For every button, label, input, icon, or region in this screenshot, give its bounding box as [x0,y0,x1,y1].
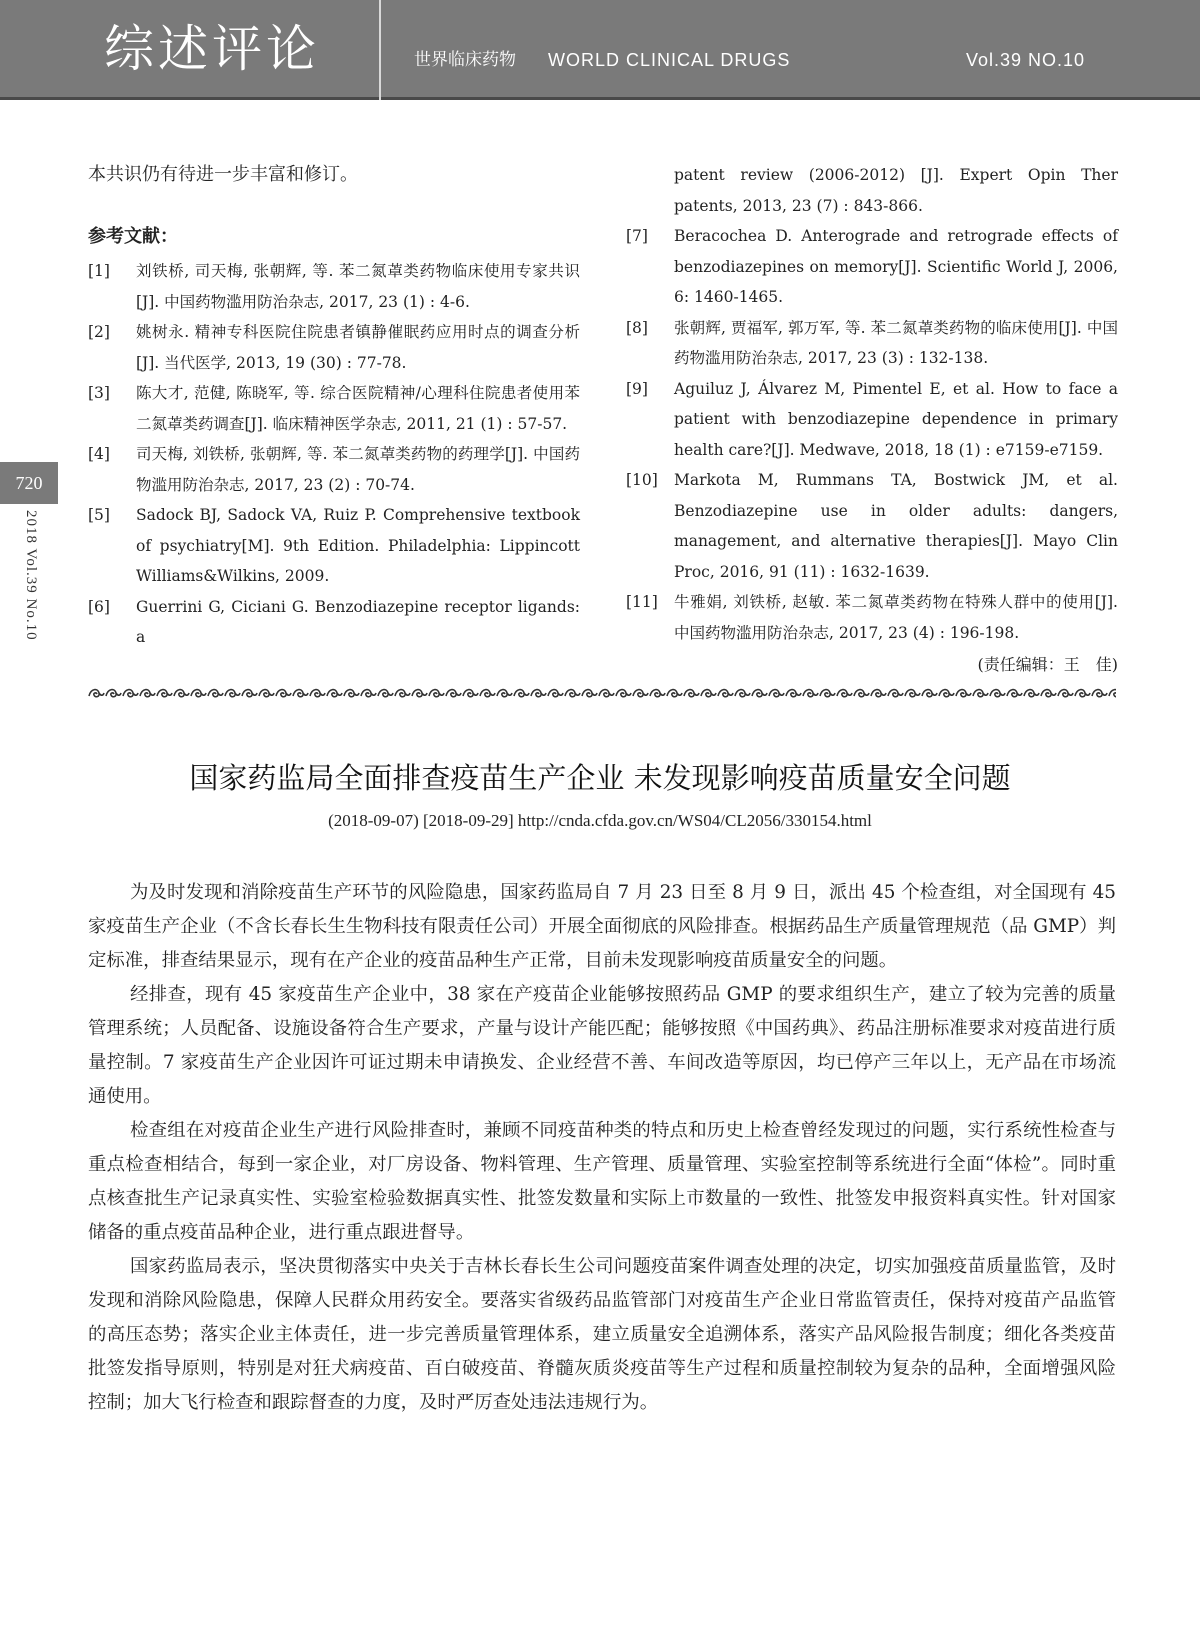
reference-number: [7] [626,227,648,245]
references-section [88,160,1118,674]
reference-item [626,374,1118,466]
reference-text: 陈大才, 范健, 陈晓军, 等. 综合医院精神/心理科住院患者使用苯二氮䓬类药调查[J]. 临床精神医学杂志, 2011, 21 (1) : 57-57. [136,384,580,433]
article-paragraph: 经排查，现有 45 家疫苗生产企业中，38 家在产疫苗企业能够按照药品 GMP 的要求组织生产，建立了较为完善的质量管理系统；人员配备、设施设备符合生产要求，产量与设计产能匹配；能够按照《中国药典》、药品注册标准要求对疫苗进行质量控制。7 家疫苗生产企业因许可证过期未申请换发、企业经营不善、车间改造等原因，均已停产三年以上，无产品在市场流通使用。 [88,984,1116,1107]
references-left-column [88,160,580,653]
reference-continuation: patent review (2006-2012) [J]. Expert Opin Ther patents, 2013, 23 (7) : 843-866. [674,166,1118,215]
lead-text: 本共识仍有待进一步丰富和修订。 [88,164,358,185]
reference-number: [10] [626,471,658,489]
reference-number: [1] [88,262,110,280]
reference-item [88,317,580,378]
article-paragraph: 国家药监局表示，坚决贯彻落实中央关于吉林长春长生公司问题疫苗案件调查处理的决定，切实加强疫苗质量监管，及时发现和消除风险隐患，保障人民群众用药安全。要落实省级药品监管部门对疫苗生产企业日常监管责任，保持对疫苗产品监管的高压态势；落实企业主体责任，进一步完善质量管理体系，建立质量安全追溯体系，落实产品风险报告制度；细化各类疫苗批签发指导原则，特别是对狂犬病疫苗、百白破疫苗、脊髓灰质炎疫苗等生产过程和质量控制较为复杂的品种，全面增强风险控制；加大飞行检查和跟踪督查的力度，及时严厉查处违法违规行为。 [88,1256,1116,1413]
article-paragraph: 为及时发现和消除疫苗生产环节的风险隐患，国家药监局自 7 月 23 日至 8 月 9 日，派出 45 个检查组，对全国现有 45 家疫苗生产企业（不含长春长生生物科技有限责任公司）开展全面彻底的风险排查。根据药品生产质量管理规范（品 GMP）判定标准，排查结果显示，现有在产企业的疫苗品种生产正常，目前未发现影响疫苗质量安全的问题。 [88,882,1116,971]
journal-name-en: WORLD CLINICAL DRUGS [548,50,791,70]
reference-text: Guerrini G, Ciciani G. Benzodiazepine receptor ligands: a [136,597,580,646]
reference-item [626,587,1118,648]
reference-text: Sadock BJ, Sadock VA, Ruiz P. Comprehensive textbook of psychiatry[M]. 9th Edition. Philadelphia: Lippincott Williams&Wilkins, 2009. [136,506,580,585]
reference-number: [4] [88,445,110,463]
reference-text: 张朝辉, 贾福军, 郭万军, 等. 苯二氮䓬类药物的临床使用[J]. 中国药物滥用防治杂志, 2017, 23 (3) : 132-138. [674,318,1118,367]
reference-number: [8] [626,318,648,337]
reference-item [88,592,580,653]
journal-name-cn: 世界临床药物 [414,50,516,70]
article-body [88,876,1116,1420]
header-divider [379,0,381,100]
reference-text: 牛雅娟, 刘铁桥, 赵敏. 苯二氮䓬类药物在特殊人群中的使用[J]. 中国药物滥用防治杂志, 2017, 23 (4) : 196-198. [674,593,1118,642]
article-title: 国家药监局全面排查疫苗生产企业 未发现影响疫苗质量安全问题 [189,761,1011,795]
page-number-tab: 720 [0,462,58,504]
reference-number: [9] [626,379,648,398]
reference-number: [6] [88,597,110,616]
page-header [0,0,1200,100]
reference-item [88,256,580,317]
reference-text: Markota M, Rummans TA, Bostwick JM, et al. Benzodiazepine use in older adults: dangers, management, and alternative therapies[J]. Mayo Clin Proc, 2016, 91 (11) : 1632-1639. [674,471,1118,581]
reference-number: [2] [88,323,110,341]
reference-text: Beracochea D. Anterograde and retrograde effects of benzodiazepines on memory[J]. Scientific World J, 2006, 6: 1460-1465. [674,227,1118,306]
reference-item [88,500,580,592]
section-title: 综述评论 [104,20,320,78]
reference-text: 刘铁桥, 司天梅, 张朝辉, 等. 苯二氮䓬类药物临床使用专家共识[J]. 中国药物滥用防治杂志, 2017, 23 (1) : 4-6. [136,262,580,311]
reference-item [626,313,1118,374]
reference-number: [3] [88,384,110,402]
reference-text: Aguiluz J, Álvarez M, Pimentel E, et al. How to face a patient with benzodiazepine dependence in primary health care?[J]. Medwave, 2018, 18 (1) : e7159-e7159. [674,379,1118,459]
reference-item [626,465,1118,587]
reference-item [626,221,1118,313]
article-paragraph: 检查组在对疫苗企业生产进行风险排查时，兼顾不同疫苗种类的特点和历史上检查曾经发现过的问题，实行系统性检查与重点检查相结合，每到一家企业，对厂房设备、物料管理、生产管理、质量管理、实验室控制等系统进行全面“体检”。同时重点核查批生产记录真实性、实验室检验数据真实性、批签发数量和实际上市数量的一致性、批签发申报资料真实性。针对国家储备的重点疫苗品种企业，进行重点跟进督导。 [88,1120,1116,1243]
references-heading: 参考文献： [88,226,178,247]
references-right-column [626,160,1118,680]
reference-item [88,439,580,500]
reference-text: 姚树永. 精神专科医院住院患者镇静催眠药应用时点的调查分析[J]. 当代医学, 2013, 19 (30) : 77-78. [136,323,580,372]
article-source: (2018-09-07) [2018-09-29] http://cnda.cfda.gov.cn/WS04/CL2056/330154.html [328,811,872,830]
reference-number: [5] [88,506,110,524]
journal-volume: Vol.39 NO.10 [966,50,1086,70]
reference-text: 司天梅, 刘铁桥, 张朝辉, 等. 苯二氮䓬类药物的药理学[J]. 中国药物滥用防治杂志, 2017, 23 (2) : 70-74. [136,445,580,494]
editor-note: (责任编辑：王 佳) [977,655,1118,674]
side-volume-label: 2018 Vol.39 No.10 [23,510,39,641]
reference-number: [11] [626,593,658,611]
ornament-divider [88,686,1116,700]
reference-item [88,378,580,439]
